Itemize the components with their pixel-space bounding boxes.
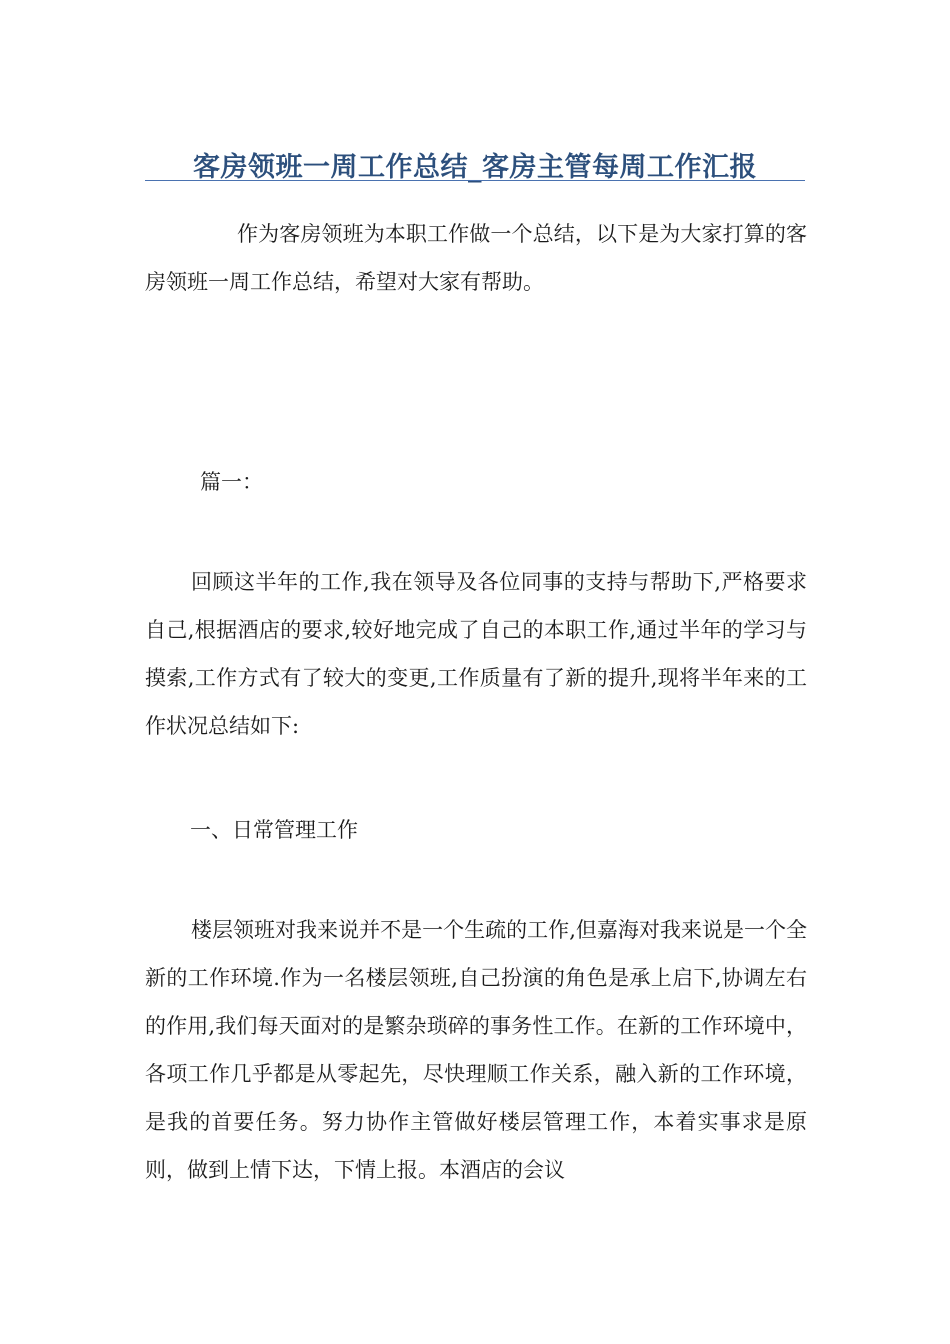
floor-supervisor-paragraph: 楼层领班对我来说并不是一个生疏的工作,但嘉海对我来说是一个全新的工作环境.作为一名楼层领班,自己扮演的角色是承上启下,协调左右的作用,我们每天面对的是繁杂琐碎的事务性工作。在新的工作环境中，各项工作几乎都是从零起先，尽快理顺工作关系，融入新的工作环境，是我的首要任务。努力协作主管做好楼层管理工作，本着实事求是原则，做到上情下达，下情上报。本酒店的会议 bbox=[145, 918, 807, 1182]
part-label: 篇一： bbox=[200, 470, 263, 494]
intro-paragraph: 作为客房领班为本职工作做一个总结，以下是为大家打算的客房领班一周工作总结，希望对大家有帮助。 bbox=[145, 222, 807, 294]
section-heading-daily-management: 一、日常管理工作 bbox=[190, 818, 358, 842]
review-paragraph: 回顾这半年的工作,我在领导及各位同事的支持与帮助下,严格要求自己,根据酒店的要求,较好地完成了自己的本职工作,通过半年的学习与摸索,工作方式有了较大的变更,工作质量有了新的提升,现将半年来的工作状况总结如下: bbox=[145, 570, 807, 738]
document-title: 客房领班一周工作总结_客房主管每周工作汇报 bbox=[193, 152, 757, 184]
title-underline bbox=[145, 180, 805, 181]
